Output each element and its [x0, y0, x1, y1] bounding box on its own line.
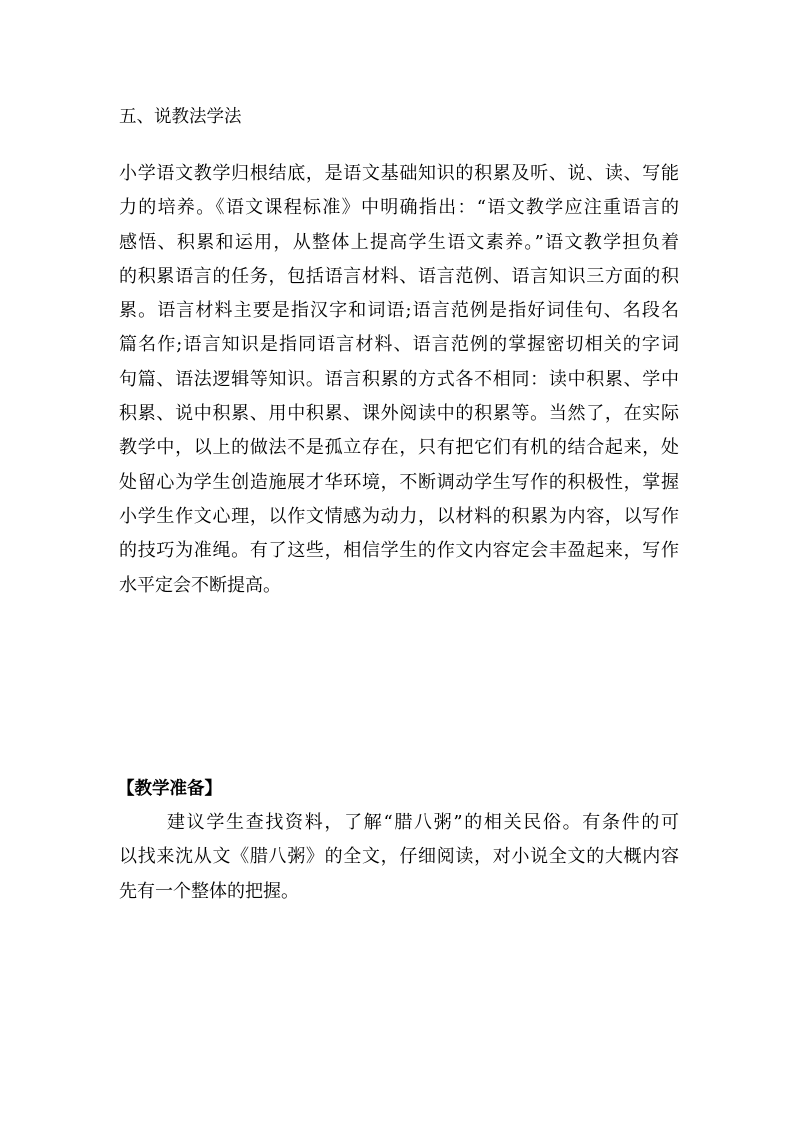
paragraph-line: 以找来沈从文《腊八粥》的全文，仔细阅读，对小说全文的大概内容: [119, 846, 679, 868]
paragraph-line: 的积累语言的任务，包括语言材料、语言范例、语言知识三方面的积: [119, 265, 679, 287]
paragraph-line: 感悟、积累和运用，从整体上提高学生语文素养。”语文教学担负着: [119, 231, 679, 253]
preparation-paragraph: [119, 806, 679, 909]
paragraph-line: 水平定会不断提高。: [119, 574, 281, 596]
preparation-title: 【教学准备】: [117, 779, 222, 799]
paragraph-line: 教学中，以上的做法不是孤立存在，只有把它们有机的结合起来，处: [119, 437, 679, 459]
teaching-method-paragraph: [119, 157, 679, 603]
paragraph-line: 建议学生查找资料，了解“腊八粥”的相关民俗。有条件的可: [167, 812, 679, 833]
paragraph-line: 篇名作;语言知识是指同语言材料、语言范例的掌握密切相关的字词: [119, 334, 679, 356]
section-heading: 五、说教法学法: [119, 107, 242, 127]
paragraph-line: 句篇、语法逻辑等知识。语言积累的方式各不相同：读中积累、学中: [119, 368, 679, 390]
paragraph-line: 小学语文教学归根结底，是语文基础知识的积累及听、说、读、写能: [119, 163, 679, 184]
paragraph-line: 积累、说中积累、用中积累、课外阅读中的积累等。当然了，在实际: [119, 403, 679, 425]
paragraph-line: 累。语言材料主要是指汉字和词语;语言范例是指好词佳句、名段名: [119, 300, 679, 322]
paragraph-line: 处留心为学生创造施展才华环境，不断调动学生写作的积极性，掌握: [119, 471, 679, 493]
paragraph-line: 的技巧为准绳。有了这些，相信学生的作文内容定会丰盈起来，写作: [119, 540, 679, 562]
paragraph-line: 小学生作文心理，以作文情感为动力，以材料的积累为内容，以写作: [119, 505, 679, 527]
paragraph-line: 力的培养。《语文课程标准》中明确指出：“语文教学应注重语言的: [119, 197, 679, 219]
paragraph-line: 先有一个整体的把握。: [119, 880, 299, 902]
